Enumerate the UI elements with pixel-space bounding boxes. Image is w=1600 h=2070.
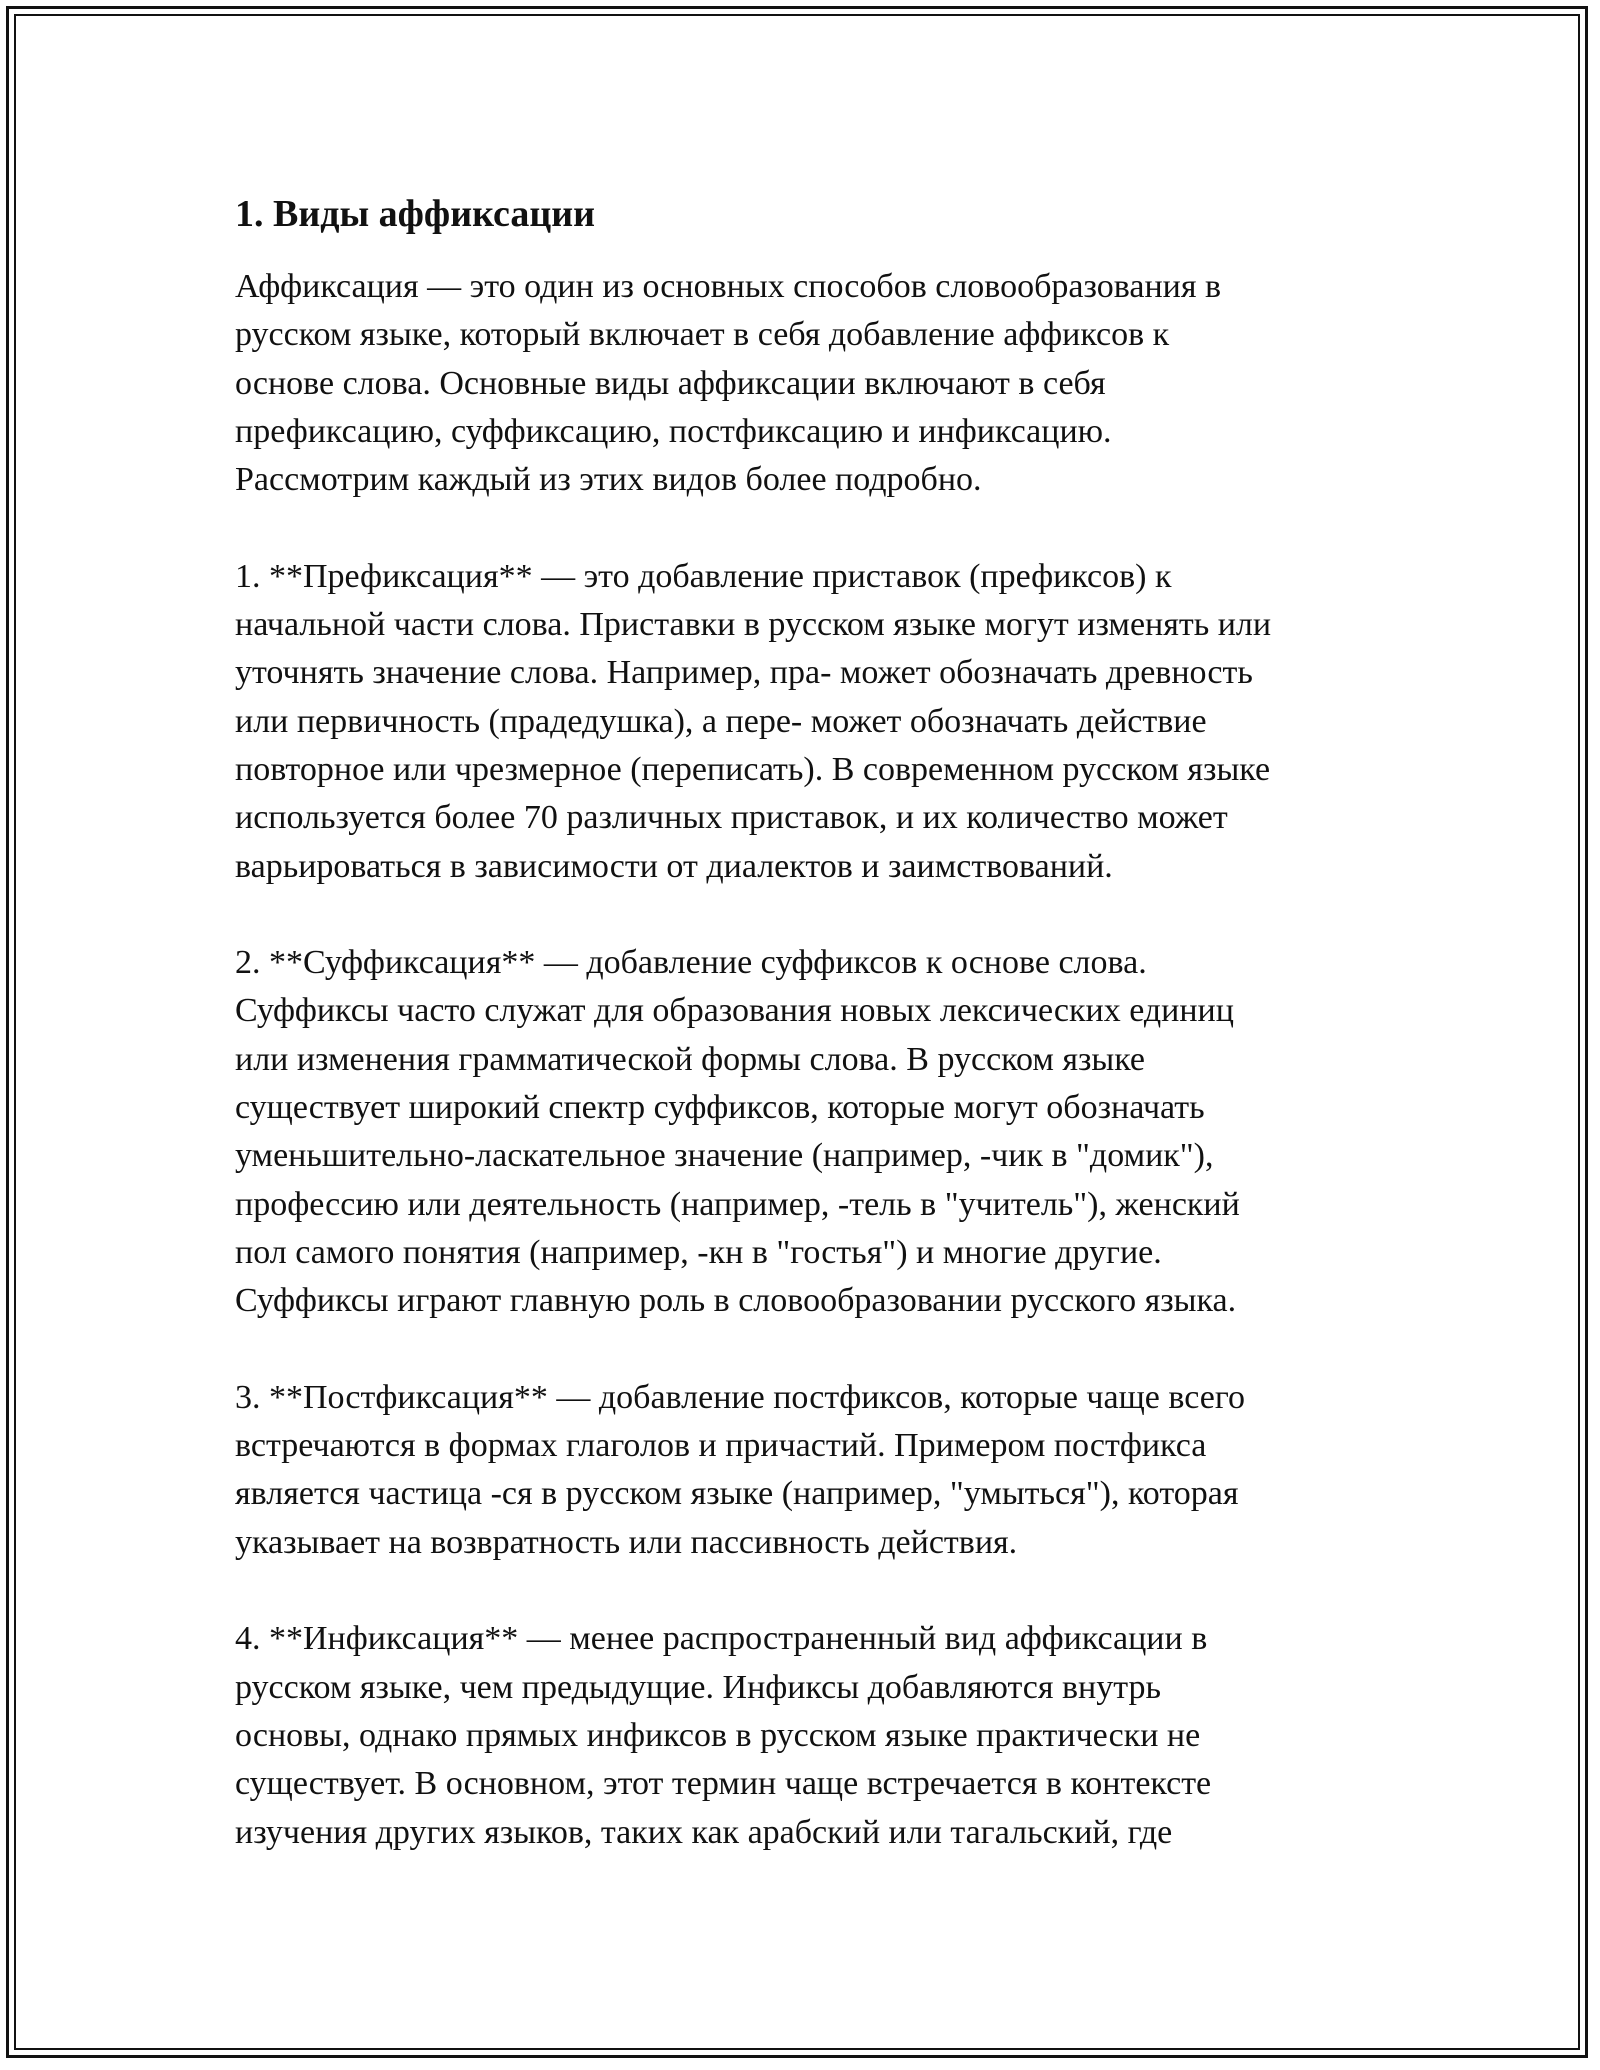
- document-body: [235, 188, 1385, 1857]
- suffixation-paragraph: 2. **Суффиксация** — добавление суффиксов к основе слова. Суффиксы часто служат для образования новых лексических единиц или изменения грамматической формы слова. В русском языке существует широкий спектр суффиксов, которые могут обозначать уменьшительно-ласкательное значение (например, -чик в "домик"), профессию или деятельность (например, -тель в "учитель"), женский пол самого понятия (например, -кн в "гостья") и многие другие. Суффиксы играют главную роль в словообразовании русского языка.: [235, 944, 1240, 1320]
- postfixation-paragraph: 3. **Постфиксация** — добавление постфиксов, которые чаще всего встречаются в формах глаголов и причастий. Примером постфикса является частица -ся в русском языке (например, "умыться"), которая указывает на возвратность или пассивность действия.: [235, 1378, 1245, 1561]
- infixation-paragraph: 4. **Инфиксация** — менее распространенный вид аффиксации в русском языке, чем предыдущие. Инфиксы добавляются внутрь основы, однако прямых инфиксов в русском языке практически не существует. В основном, этот термин чаще встречается в контексте изучения других языков, таких как арабский или тагальский, где: [235, 1620, 1212, 1851]
- intro-paragraph: Аффиксация — это один из основных способов словообразования в русском языке, который включает в себя добавление аффиксов к основе слова. Основные виды аффиксации включают в себя префиксацию, суффиксацию, постфиксацию и инфиксацию. Рассмотрим каждый из этих видов более подробно.: [235, 268, 1222, 499]
- section-heading: 1. Виды аффиксации: [235, 193, 596, 235]
- prefixation-paragraph: 1. **Префиксация** — это добавление приставок (префиксов) к начальной части слова. Приставки в русском языке могут изменять или уточнять значение слова. Например, пра- может обозначать древность или первичность (прадедушка), а пере- может обозначать действие повторное или чрезмерное (переписать). В современном русском языке используется более 70 различных приставок, и их количество может варьироваться в зависимости от диалектов и заимствований.: [235, 557, 1272, 885]
